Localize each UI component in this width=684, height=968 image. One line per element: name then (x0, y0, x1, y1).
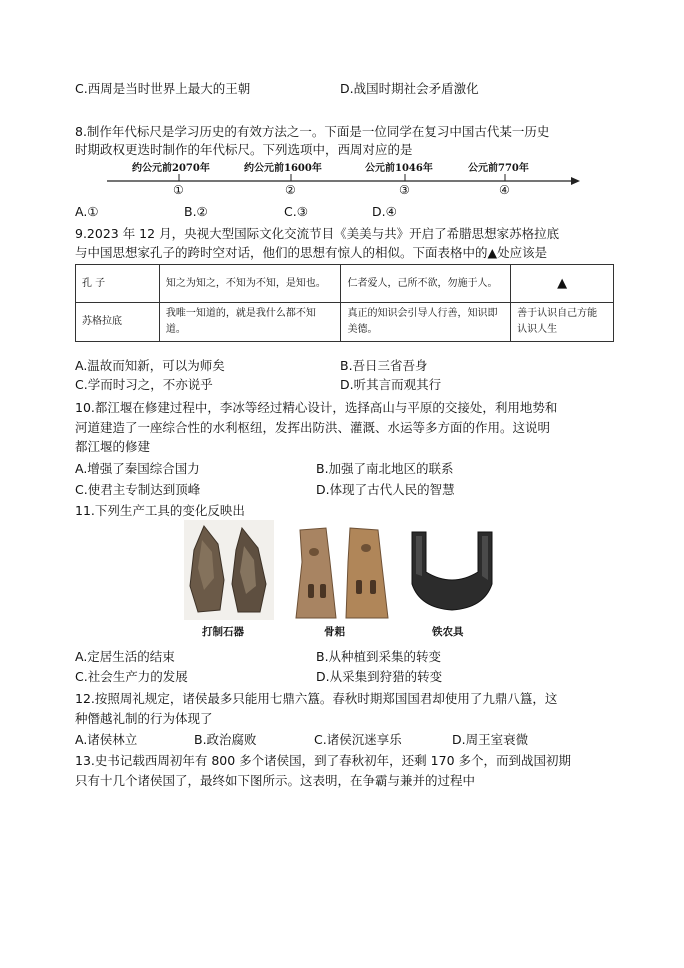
q11-stem: 11.下列生产工具的变化反映出 (75, 503, 245, 518)
table-cell: 知之为知之，不知为不知，是知也。 (159, 265, 341, 303)
q8-option-b: B.② (184, 204, 208, 219)
q11-option-a: A.定居生活的结束 (75, 649, 175, 664)
table-row (76, 303, 614, 342)
q9-option-c: C.学而时习之，不亦说乎 (75, 377, 213, 392)
timeline-marker-1: ① (173, 183, 184, 197)
q9-comparison-table (75, 264, 614, 342)
table-row (76, 265, 614, 303)
table-cell: 我唯一知道的，就是我什么都不知道。 (159, 303, 341, 342)
timeline-label-3: 公元前1046年 (365, 163, 433, 174)
table-cell: 善于认识自己方能认识人生 (511, 303, 614, 342)
q10-option-b: B.加强了南北地区的联系 (316, 461, 454, 476)
q13-stem-line1: 13.史书记载西周初年有 800 多个诸侯国，到了春秋初年，还剩 170 多个，而到战国初期 (75, 753, 571, 768)
q8-timeline (75, 156, 595, 198)
q11-option-b: B.从种植到采集的转变 (316, 649, 442, 664)
q11-option-d: D.从采集到狩猎的转变 (316, 669, 443, 684)
q12-option-a: A.诸侯林立 (75, 732, 138, 747)
timeline-marker-4: ④ (499, 183, 510, 197)
q12-stem-line1: 12.按照周礼规定，诸侯最多只能用七鼎六簋。春秋时期郑国国君却使用了九鼎八簋，这 (75, 691, 558, 706)
timeline-label-4: 公元前770年 (468, 163, 529, 174)
iron-tool-image (404, 526, 500, 616)
q10-stem-line3: 都江堰的修建 (75, 439, 151, 454)
table-cell: 真正的知识会引导人行善，知识即美德。 (341, 303, 511, 342)
q8-stem-line1: 8.制作年代标尺是学习历史的有效方法之一。下面是一位同学在复习中国古代某一历史 (75, 124, 550, 139)
q9-option-a: A.温故而知新，可以为师矣 (75, 358, 225, 373)
caption-bone-spade: 骨耜 (324, 626, 345, 638)
q12-option-d: D.周王室衰微 (452, 732, 529, 747)
q9-option-d: D.听其言而观其行 (340, 377, 442, 392)
q9-option-b: B.吾日三省吾身 (340, 358, 428, 373)
caption-iron-tool: 铁农具 (432, 626, 464, 638)
bone-spade-image (286, 522, 396, 622)
timeline-marker-3: ③ (399, 183, 410, 197)
q10-stem-line2: 河道建造了一座综合性的水利枢纽，发挥出防洪、灌溉、水运等多方面的作用。这说明 (75, 420, 551, 435)
q12-option-b: B.政治腐败 (194, 732, 257, 747)
q10-stem-line1: 10.都江堰在修建过程中，李冰等经过精心设计，选择高山与平原的交接处，利用地势和 (75, 400, 558, 415)
q7-option-d: D.战国时期社会矛盾激化 (340, 81, 479, 96)
q8-stem-line2: 时期政权更迭时制作的年代标尺。下列选项中，西周对应的是 (75, 142, 413, 157)
q12-option-c: C.诸侯沉迷享乐 (314, 732, 402, 747)
table-cell-person: 苏格拉底 (76, 303, 160, 342)
timeline-label-2: 约公元前1600年 (244, 163, 322, 174)
table-cell-person: 孔 子 (76, 265, 160, 303)
q10-option-c: C.使君主专制达到顶峰 (75, 482, 201, 497)
q10-option-d: D.体现了古代人民的智慧 (316, 482, 455, 497)
caption-stone-tool: 打制石器 (202, 626, 244, 638)
timeline-label-1: 约公元前2070年 (132, 163, 210, 174)
q8-option-c: C.③ (284, 204, 308, 219)
q9-stem-line1: 9.2023 年 12 月，央视大型国际文化交流节目《美美与共》开启了希腊思想家苏格拉底 (75, 226, 560, 241)
stone-tool-image (184, 520, 274, 620)
q8-option-d: D.④ (372, 204, 397, 219)
q9-stem-line2: 与中国思想家孔子的跨时空对话，他们的思想有惊人的相似。下面表格中的▲处应该是 (75, 245, 548, 260)
q11-tools-figure (180, 520, 500, 640)
table-cell: 仁者爱人，己所不欲，勿施于人。 (341, 265, 511, 303)
table-cell-blank-marker: ▲ (511, 265, 614, 303)
q11-option-c: C.社会生产力的发展 (75, 669, 188, 684)
timeline-marker-2: ② (285, 183, 296, 197)
q8-option-a: A.① (75, 204, 99, 219)
q12-stem-line2: 种僭越礼制的行为体现了 (75, 711, 213, 726)
q13-stem-line2: 只有十几个诸侯国了，最终如下图所示。这表明，在争霸与兼并的过程中 (75, 773, 476, 788)
q10-option-a: A.增强了秦国综合国力 (75, 461, 200, 476)
q7-option-c: C.西周是当时世界上最大的王朝 (75, 81, 251, 96)
